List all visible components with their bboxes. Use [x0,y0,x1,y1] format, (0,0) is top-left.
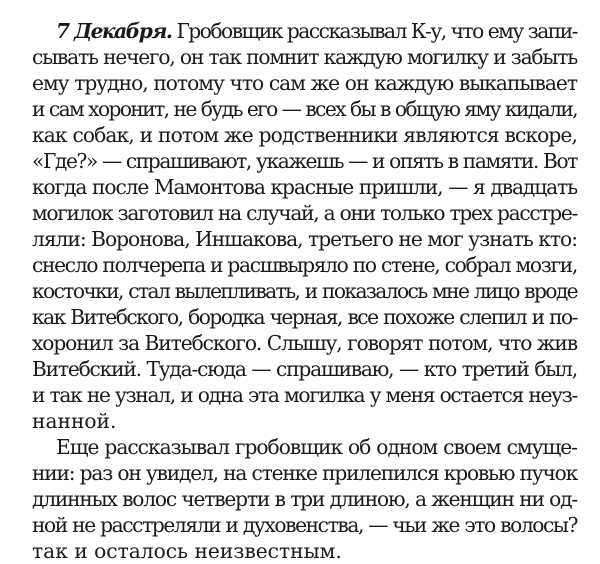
text-line: так и осталось неизвестным. [32,539,342,563]
text-line: 7 Декабря. Гробовщик рассказывал К-у, что ему запи- [56,19,578,43]
text-line: сывать нечего, он так помнит каждую могилку и забыть [32,45,577,69]
entry-date: 7 Декабря. [56,19,172,43]
text-line: «Где?» — спрашивают, укажешь — и опять в памяти. Вот [32,149,577,173]
text-line: ной не расстреляли и духовенства, — чьи же это волосы? [32,513,577,537]
text-line: могилок заготовил на случай, а они только трех расстре- [32,201,577,225]
text-line: когда после Мамонтова красные пришли, — я двадцать [32,175,577,199]
text-line: Еще рассказывал гробовщик об одном своем смуще- [56,435,577,459]
text-line: и так не узнал, и одна эта могилка у меня остается неуз- [32,383,577,407]
text-line: ляли: Воронова, Иншакова, третьего не мог узнать кто: [32,227,577,251]
text-line: нанной. [32,409,117,433]
text-line: и сам хоронит, не будь его — всех бы в общую яму кидали, [32,97,577,121]
text-line: снесло полчерепа и расшвыряло по стене, собрал мозги, [32,253,577,277]
text-line: нии: раз он увидел, на стенке прилепился кровью пучок [32,461,577,485]
paragraph-2 [32,434,577,564]
text-line: длинных волос четверти в три длиною, а женщин ни од- [32,487,577,511]
text-line: косточки, стал вылепливать, и показалось мне лицо вроде [32,279,577,303]
text-line: ему трудно, потому что сам же он каждую выкапывает [32,71,577,95]
text-line: хоронил за Витебского. Слышу, говорят потом, что жив [32,331,577,355]
paragraph-1 [32,18,577,434]
text-line: как Витебского, бородка черная, все похоже слепил и по- [32,305,577,329]
document-page [32,18,577,564]
text-line: как собак, и потом же родственники являются вскоре, [32,123,577,147]
text-line: Витебский. Туда-сюда — спрашиваю, — кто третий был, [32,357,577,381]
